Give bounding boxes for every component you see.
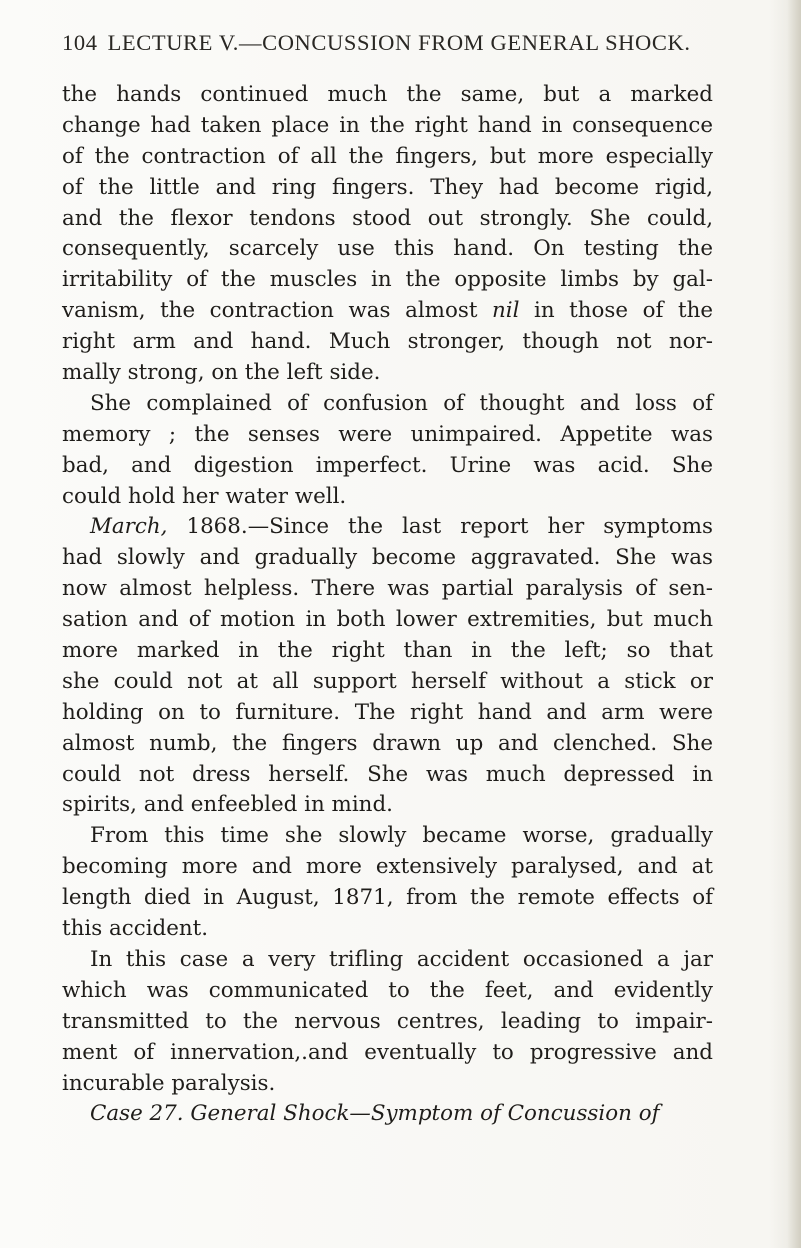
text-line: length died in August, 1871, from the remote effects of (62, 885, 713, 911)
text-line: change had taken place in the right hand in consequence (62, 112, 713, 138)
text-line: almost numb, the fingers drawn up and clenched. She (62, 730, 713, 756)
text-line: holding on to furniture. The right hand and arm were (62, 699, 713, 725)
body-text (62, 80, 713, 1130)
line-segment: in those of the (519, 298, 714, 324)
text-line: and the flexor tendons stood out strongly. She could, (62, 205, 713, 231)
page-edge-shadow (787, 0, 801, 1248)
text-line: this accident. (62, 916, 209, 942)
text-line: ment of innervation,.and eventually to progressive and (62, 1039, 713, 1065)
page-number: 104 (62, 30, 98, 55)
text-line: spirits, and enfeebled in mind. (62, 792, 393, 818)
text-line: sation and of motion in both lower extremities, but much (62, 607, 713, 633)
text-line: mally strong, on the left side. (62, 360, 381, 386)
text-line: could hold her water well. (62, 483, 347, 509)
italic-date: March, (90, 514, 168, 540)
text-line: transmitted to the nervous centres, leading to impair- (62, 1008, 713, 1034)
text-line: now almost helpless. There was partial paralysis of sen- (62, 576, 713, 602)
text-line: consequently, scarcely use this hand. On testing the (62, 236, 713, 262)
text-line: of the contraction of all the fingers, but more especially (62, 143, 713, 169)
text-line (62, 512, 713, 543)
italic-term: nil (491, 298, 520, 324)
italic-case-title: Case 27. General Shock—Symptom of Concussion of (90, 1101, 660, 1127)
text-line: more marked in the right than in the left; so that (62, 638, 713, 664)
text-line (62, 296, 713, 327)
text-line: which was communicated to the feet, and evidently (62, 977, 713, 1003)
text-line: irritability of the muscles in the opposite limbs by gal- (62, 267, 713, 293)
text-line: right arm and hand. Much stronger, though not nor- (62, 329, 713, 355)
text-line: she could not at all support herself without a stick or (62, 668, 713, 694)
text-line: memory ; the senses were unimpaired. Appetite was (62, 421, 713, 447)
running-header (62, 30, 762, 56)
line-segment: 1868.—Since the last report her symptoms (167, 514, 713, 540)
text-line: bad, and digestion imperfect. Urine was acid. She (62, 452, 713, 478)
text-line: becoming more and more extensively paralysed, and at (62, 854, 713, 880)
text-line: the hands continued much the same, but a marked (62, 82, 713, 107)
text-line: In this case a very trifling accident occasioned a jar (90, 946, 713, 972)
text-line: had slowly and gradually become aggravated. She was (62, 545, 713, 571)
line-segment: vanism, the contraction was almost (62, 298, 492, 324)
text-line: could not dress herself. She was much depressed in (62, 761, 713, 787)
case-heading (62, 1099, 713, 1130)
text-line: From this time she slowly became worse, gradually (90, 823, 713, 849)
text-line: She complained of confusion of thought and loss of (90, 390, 713, 416)
text-line: incurable paralysis. (62, 1070, 276, 1096)
running-title: LECTURE V.—CONCUSSION FROM GENERAL SHOCK. (107, 30, 691, 55)
text-line: of the little and ring fingers. They had become rigid, (62, 174, 713, 200)
